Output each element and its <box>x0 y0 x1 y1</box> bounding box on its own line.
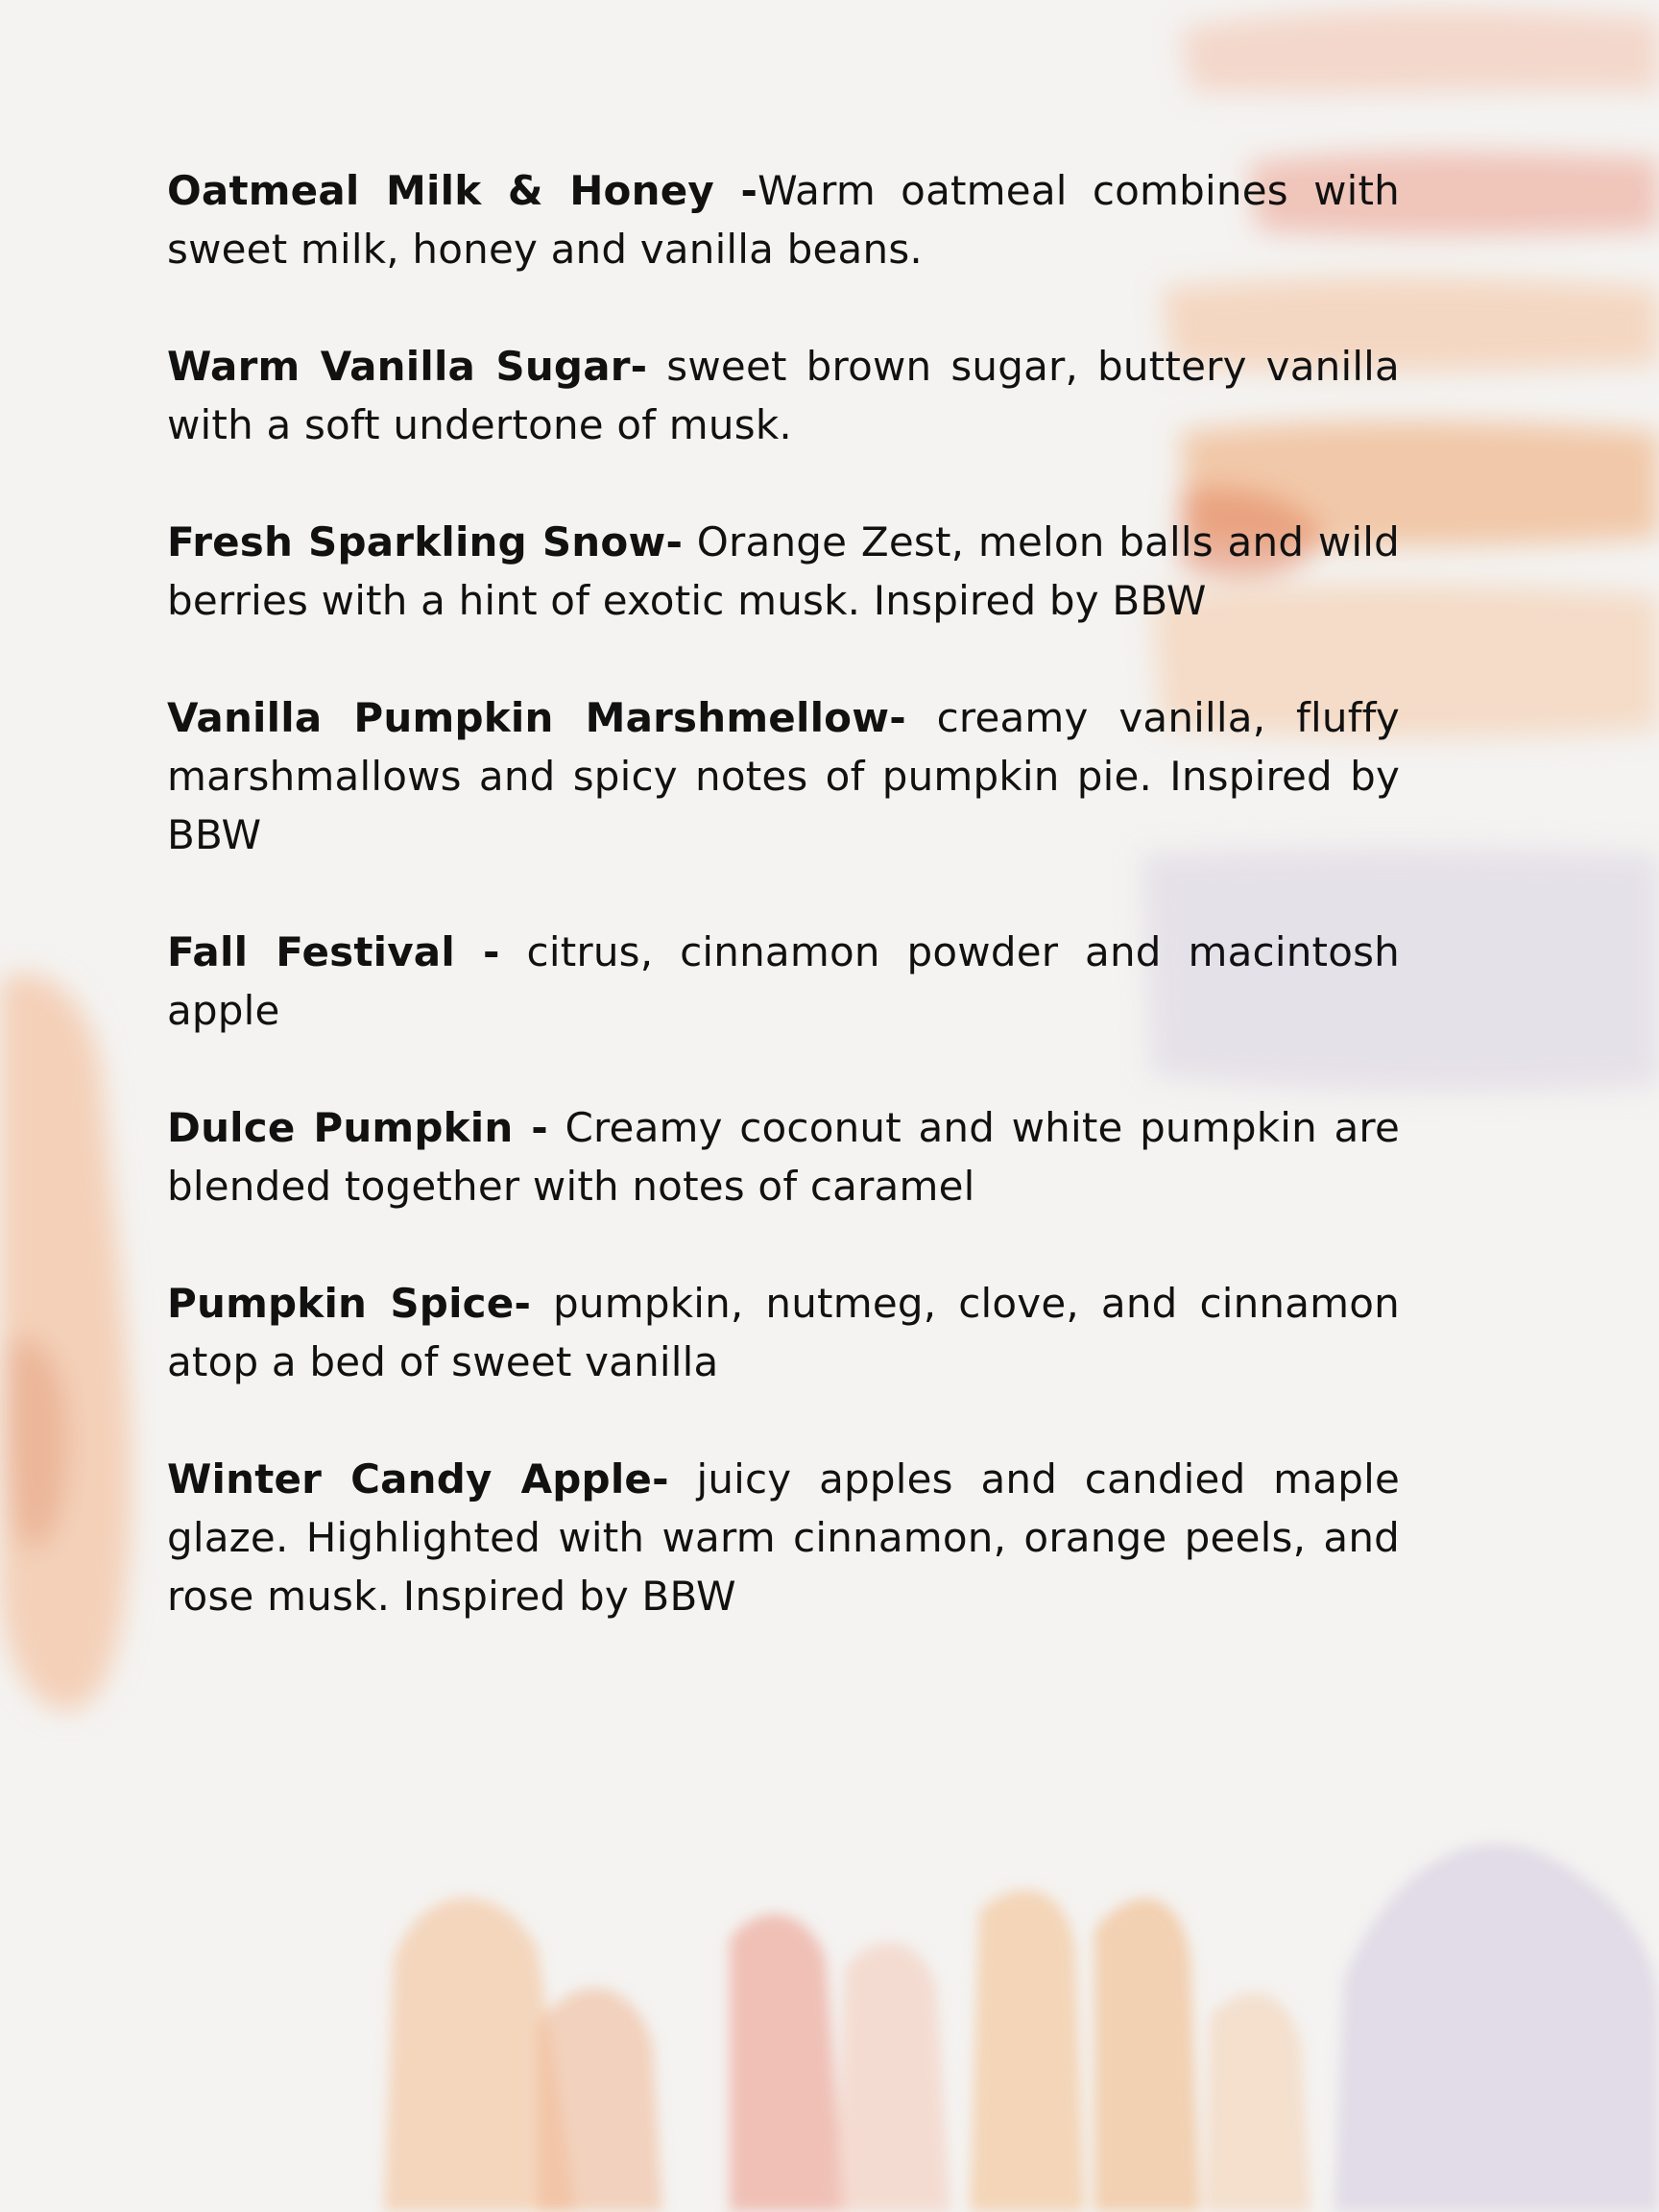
scent-name: Fall Festival - <box>167 928 500 975</box>
bottom-stroke-peach-3 <box>970 1890 1085 2212</box>
scent-description: Orange Zest, melon balls and wild berries with a hint of exotic musk. Inspired by BBW <box>167 518 1401 624</box>
bottom-stroke-peach-2 <box>538 1988 662 2212</box>
scent-entry-fresh-sparkling-snow <box>167 513 1400 630</box>
bottom-stroke-coral <box>730 1914 845 2212</box>
bottom-brush-strokes <box>384 1844 1659 2212</box>
scent-description: Creamy coconut and white pumpkin are blended together with notes of caramel <box>167 1104 1400 1210</box>
bottom-stroke-peach-4 <box>1094 1898 1200 2212</box>
scent-description: creamy vanilla, fluffy marshmallows and spicy notes of pumpkin pie. Inspired by BBW <box>167 694 1400 858</box>
scent-description: juicy apples and candied maple glaze. Highlighted with warm cinnamon, orange peels, and rose musk. Inspired by BBW <box>167 1455 1400 1620</box>
scent-entry-pumpkin-spice <box>167 1274 1400 1391</box>
scent-entry-oatmeal-milk-honey <box>167 161 1400 278</box>
scent-description: pumpkin, nutmeg, clove, and cinnamon atop a bed of sweet vanilla <box>167 1280 1401 1385</box>
scent-name: Oatmeal Milk & Honey - <box>167 167 758 214</box>
scent-description: sweet brown sugar, buttery vanilla with a soft undertone of musk. <box>167 343 1400 448</box>
bottom-stroke-peach-5 <box>1205 1993 1310 2212</box>
scent-name: Fresh Sparkling Snow- <box>167 518 684 565</box>
scent-list <box>167 161 1400 1684</box>
scent-description: Warm oatmeal combines with sweet milk, honey and vanilla beans. <box>167 167 1400 273</box>
scent-name: Pumpkin Spice- <box>167 1280 532 1327</box>
scent-description: citrus, cinnamon powder and macintosh apple <box>167 928 1400 1034</box>
scent-name: Dulce Pumpkin - <box>167 1104 548 1151</box>
scent-entry-vanilla-pumpkin-marshmellow <box>167 688 1400 864</box>
scent-name: Winter Candy Apple- <box>167 1455 669 1503</box>
scent-name: Warm Vanilla Sugar- <box>167 343 648 390</box>
scent-name: Vanilla Pumpkin Marshmellow- <box>167 694 906 741</box>
bottom-stroke-blush <box>835 1943 950 2212</box>
bottom-stroke-lavender <box>1334 1844 1659 2212</box>
scent-entry-fall-festival <box>167 923 1400 1040</box>
stroke-blush-top <box>1181 10 1659 92</box>
scent-entry-winter-candy-apple <box>167 1450 1400 1625</box>
scent-entry-warm-vanilla-sugar <box>167 337 1400 454</box>
left-brush-stroke <box>0 974 132 1711</box>
scent-entry-dulce-pumpkin <box>167 1098 1400 1215</box>
